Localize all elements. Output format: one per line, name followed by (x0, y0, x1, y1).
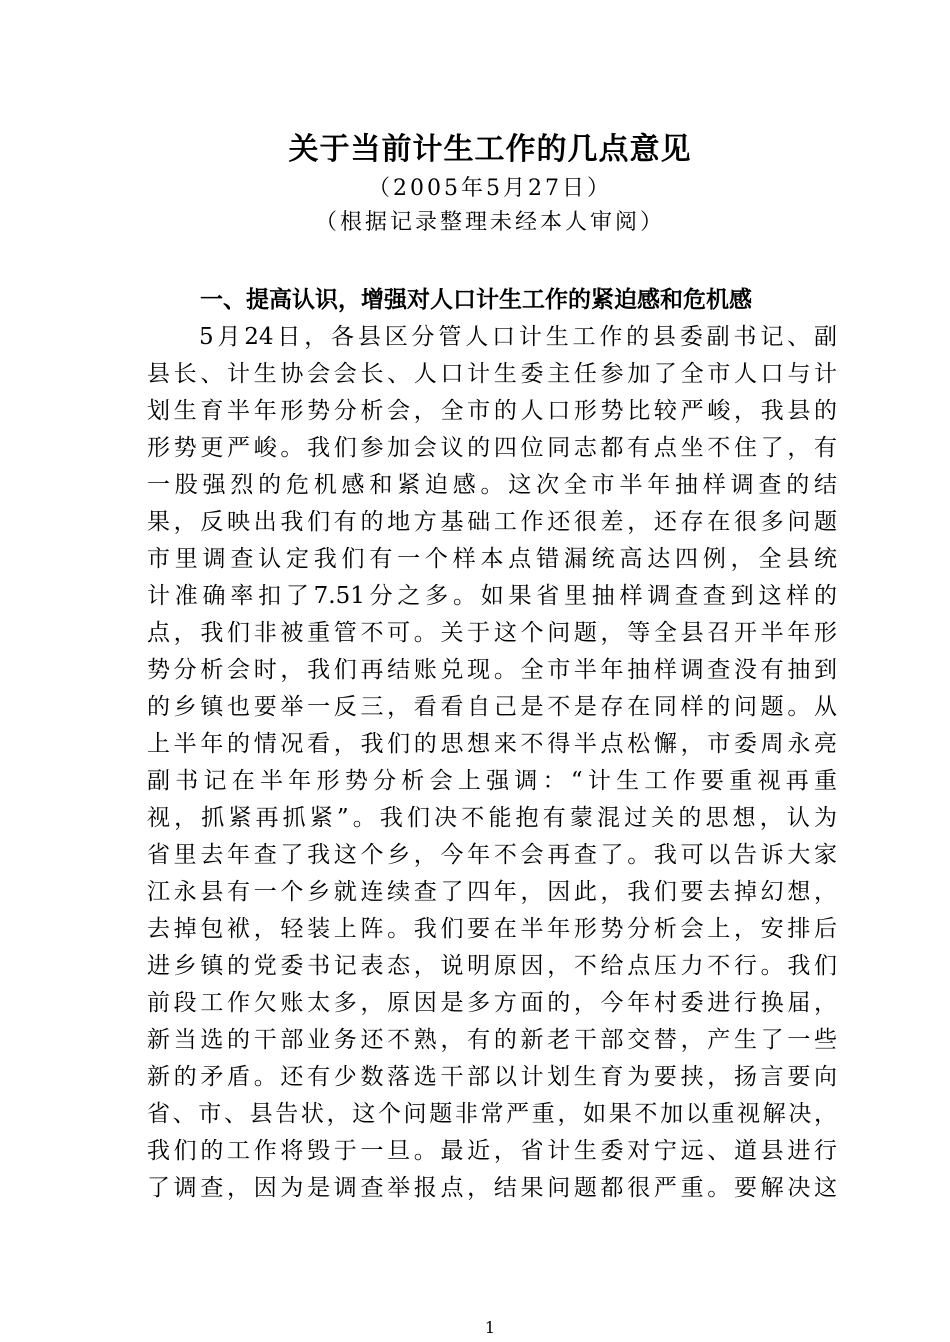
body-line: 进乡镇的党委书记表态，说明原因，不给点压力不行。我们 (147, 953, 837, 979)
body-line: 了调查，因为是调查举报点，结果问题都很严重。要解决这 (147, 1175, 837, 1201)
body-line: 的乡镇也要举一反三，看看自己是不是存在同样的问题。从 (147, 694, 837, 720)
document-date: （2005年5月27日） (368, 176, 612, 201)
page-number: 1 (484, 1318, 496, 1337)
body-line: 计准确率扣了7.51分之多。如果省里抽样调查查到这样的 (147, 583, 837, 609)
body-line: 前段工作欠账太多，原因是多方面的，今年村委进行换届， (147, 990, 837, 1016)
section-heading: 一、提高认识，增强对人口计生工作的紧迫感和危机感 (200, 287, 752, 313)
body-line: 去掉包袱，轻装上阵。我们要在半年形势分析会上，安排后 (147, 916, 837, 942)
body-line: 点，我们非被重管不可。关于这个问题，等全县召开半年形 (147, 620, 837, 646)
body-line: 副书记在半年形势分析会上强调：“计生工作要重视再重 (147, 768, 837, 794)
body-line: 市里调查认定我们有一个样本点错漏统高达四例，全县统 (147, 546, 837, 572)
body-paragraph (147, 319, 837, 1207)
body-line: 果，反映出我们有的地方基础工作还很差，还存在很多问题 (147, 509, 837, 535)
body-line: 省里去年查了我这个乡，今年不会再查了。我可以告诉大家 (147, 842, 837, 868)
body-line: 上半年的情况看，我们的思想来不得半点松懈，市委周永亮 (147, 731, 837, 757)
body-line: 我们的工作将毁于一旦。最近，省计生委对宁远、道县进行 (147, 1138, 837, 1164)
body-line: 一股强烈的危机感和紧迫感。这次全市半年抽样调查的结 (147, 472, 837, 498)
body-line: 江永县有一个乡就连续查了四年，因此，我们要去掉幻想， (147, 879, 837, 905)
body-line: 视，抓紧再抓紧”。我们决不能抱有蒙混过关的思想，认为 (147, 805, 837, 831)
body-line: 势分析会时，我们再结账兑现。全市半年抽样调查没有抽到 (147, 657, 837, 683)
body-line: 5月24日，各县区分管人口计生工作的县委副书记、副 (199, 324, 837, 350)
document-title: 关于当前计生工作的几点意见 (288, 132, 692, 167)
document-note: （根据记录整理未经本人审阅） (314, 210, 665, 235)
body-line: 形势更严峻。我们参加会议的四位同志都有点坐不住了，有 (147, 435, 837, 461)
body-line: 县长、计生协会会长、人口计生委主任参加了全市人口与计 (147, 361, 837, 387)
body-line: 新当选的干部业务还不熟，有的新老干部交替，产生了一些 (147, 1027, 837, 1053)
body-line: 划生育半年形势分析会，全市的人口形势比较严峻，我县的 (147, 398, 837, 424)
body-line: 新的矛盾。还有少数落选干部以计划生育为要挟，扬言要向 (147, 1064, 837, 1090)
body-line: 省、市、县告状，这个问题非常严重，如果不加以重视解决， (147, 1101, 837, 1127)
